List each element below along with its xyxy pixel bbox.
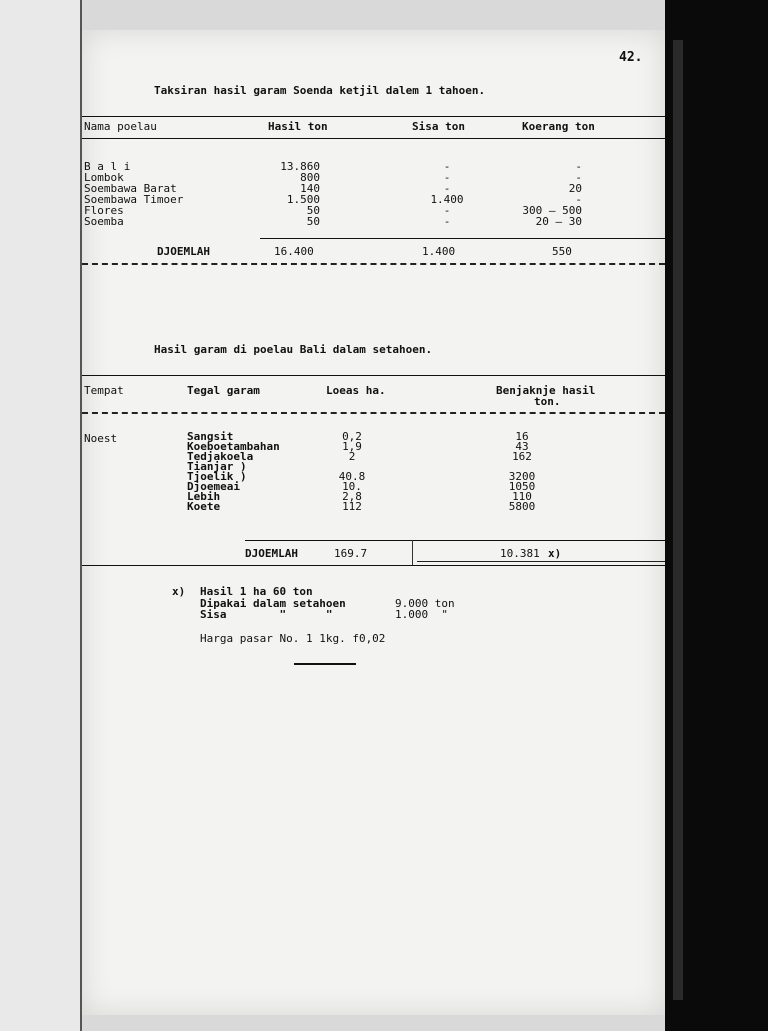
table2-tegal-column bbox=[187, 432, 317, 512]
table2-bottom-rule bbox=[82, 565, 665, 566]
table1-row-hasil: 1.500 bbox=[286, 193, 320, 206]
table2-total-divider bbox=[412, 540, 413, 566]
table2-total-luas: 169.7 bbox=[334, 547, 368, 560]
table1-top-rule bbox=[82, 116, 665, 117]
table2-row-banyak: 110 bbox=[512, 490, 532, 503]
notes-line3-value: 1.000 " bbox=[395, 608, 448, 621]
notes-line3-label: Sisa " " bbox=[200, 608, 333, 621]
table2-header-luas: Loeas ha. bbox=[326, 384, 386, 397]
table2-row-luas: 40.8 bbox=[338, 470, 366, 483]
notes-line2-value: 9.000 ton bbox=[395, 597, 455, 610]
notes-line1: Hasil 1 ha 60 ton bbox=[200, 585, 313, 598]
table1-row-name: Soembawa Timoer bbox=[84, 193, 184, 206]
table1-row-sisa: - bbox=[443, 160, 451, 173]
table2-luas-column bbox=[322, 432, 382, 512]
table2-header-tegal: Tegal garam bbox=[187, 384, 260, 397]
table1-row-kurang: 20 bbox=[568, 182, 582, 195]
table2-banyak-column bbox=[492, 432, 552, 512]
table1-total-rule bbox=[260, 238, 665, 239]
table1-row-name: Soemba bbox=[84, 215, 124, 228]
table1-row-sisa: 1.400 bbox=[430, 193, 464, 206]
table1-row-sisa: - bbox=[443, 171, 451, 184]
table2-row-tegal: Djoemeai bbox=[187, 480, 240, 493]
table1-row-kurang: 20 — 30 bbox=[535, 215, 582, 228]
table1-header-sisa: Sisa ton bbox=[412, 120, 465, 133]
table1-header-kurang: Koerang ton bbox=[522, 120, 595, 133]
table1-total-sisa: 1.400 bbox=[422, 245, 456, 258]
page-number: 42. bbox=[619, 50, 643, 65]
table2-row-luas: 0,2 bbox=[342, 430, 362, 443]
table1-row-sisa: - bbox=[443, 182, 451, 195]
table1-total-label: DJOEMLAH bbox=[157, 245, 210, 258]
table2-row-tegal: Tjoelik ) bbox=[187, 470, 247, 483]
left-scan-edge bbox=[0, 0, 82, 1031]
table1-kurang-column bbox=[482, 161, 582, 227]
table1-row-hasil: 140 bbox=[300, 182, 320, 195]
table2-top-rule bbox=[82, 375, 665, 376]
table2-total-mark: x) bbox=[548, 547, 562, 560]
table1-hasil-column bbox=[262, 161, 320, 227]
table1-row-name: B a l i bbox=[84, 160, 131, 173]
table1-row-name: Lombok bbox=[84, 171, 124, 184]
table2-row-tegal: Tianjar ) bbox=[187, 460, 247, 473]
right-scan-edge bbox=[665, 0, 768, 1031]
table2-total-banyak: 10.381 bbox=[500, 547, 540, 560]
table1-row-hasil: 50 bbox=[306, 215, 320, 228]
table2-header-banyak: Benjaknje hasil bbox=[496, 384, 596, 397]
table2-header-tempat: Tempat bbox=[84, 384, 124, 397]
table1-header-hasil: Hasil ton bbox=[268, 120, 328, 133]
table1-total-kurang: 550 bbox=[552, 245, 572, 258]
binding-strip bbox=[673, 40, 683, 1000]
table2-row-banyak: 16 bbox=[515, 430, 529, 443]
table2-title: Hasil garam di poelau Bali dalam setahoen. bbox=[154, 343, 433, 356]
table2-row-luas: 2,8 bbox=[342, 490, 362, 503]
table1-row-kurang: 300 — 500 bbox=[522, 204, 582, 217]
table1-title: Taksiran hasil garam Soenda ketjil dalem 1 tahoen. bbox=[154, 84, 486, 97]
table1-header-rule bbox=[82, 138, 665, 139]
table1-row-hasil: 50 bbox=[306, 204, 320, 217]
table2-row-banyak: 162 bbox=[512, 450, 532, 463]
table1-row-sisa: - bbox=[443, 204, 451, 217]
table2-row-banyak: 43 bbox=[515, 440, 529, 453]
end-rule bbox=[294, 663, 356, 665]
table1-name-column bbox=[84, 161, 254, 227]
document-page bbox=[82, 30, 665, 1015]
table2-row-tegal: Koete bbox=[187, 500, 221, 513]
table1-row-kurang: - bbox=[575, 160, 582, 173]
notes-line2-label: Dipakai dalam setahoen bbox=[200, 597, 346, 610]
table1-row-hasil: 800 bbox=[300, 171, 320, 184]
table1-total-hasil: 16.400 bbox=[274, 245, 314, 258]
notes-price: Harga pasar No. 1 1kg. f0,02 bbox=[200, 632, 386, 645]
table2-row-luas: 1,9 bbox=[342, 440, 362, 453]
table2-total-underline bbox=[417, 561, 665, 562]
table1-sisa-column bbox=[422, 161, 472, 227]
table2-row-luas: 112 bbox=[342, 500, 362, 513]
table2-row-tegal: Tedjakoela bbox=[187, 450, 254, 463]
table2-row-luas: 2 bbox=[348, 450, 356, 463]
table2-row-banyak: 3200 bbox=[508, 470, 536, 483]
table1-row-name: Soembawa Barat bbox=[84, 182, 177, 195]
table2-row-banyak: 5800 bbox=[508, 500, 536, 513]
table1-row-name: Flores bbox=[84, 204, 124, 217]
notes-mark: x) bbox=[172, 585, 186, 598]
table2-place: Noest bbox=[84, 432, 118, 445]
table2-row-tegal: Sangsit bbox=[187, 430, 234, 443]
table2-row-luas: 10. bbox=[342, 480, 362, 493]
table2-header-banyak-unit: ton. bbox=[534, 395, 561, 408]
table2-header-rule bbox=[82, 412, 665, 414]
table1-row-kurang: - bbox=[575, 171, 582, 184]
table1-row-sisa: - bbox=[443, 215, 451, 228]
table1-row-hasil: 13.860 bbox=[280, 160, 320, 173]
table1-row-kurang: - bbox=[575, 193, 582, 206]
table2-total-label: DJOEMLAH bbox=[245, 547, 298, 560]
table2-total-rule bbox=[245, 540, 665, 541]
table2-row-banyak: 1050 bbox=[508, 480, 536, 493]
table1-bottom-rule bbox=[82, 263, 665, 265]
table1-header-pulau: Nama poelau bbox=[84, 120, 157, 133]
table2-row-tegal: Koeboetambahan bbox=[187, 440, 280, 453]
table2-row-tegal: Lebih bbox=[187, 490, 221, 503]
